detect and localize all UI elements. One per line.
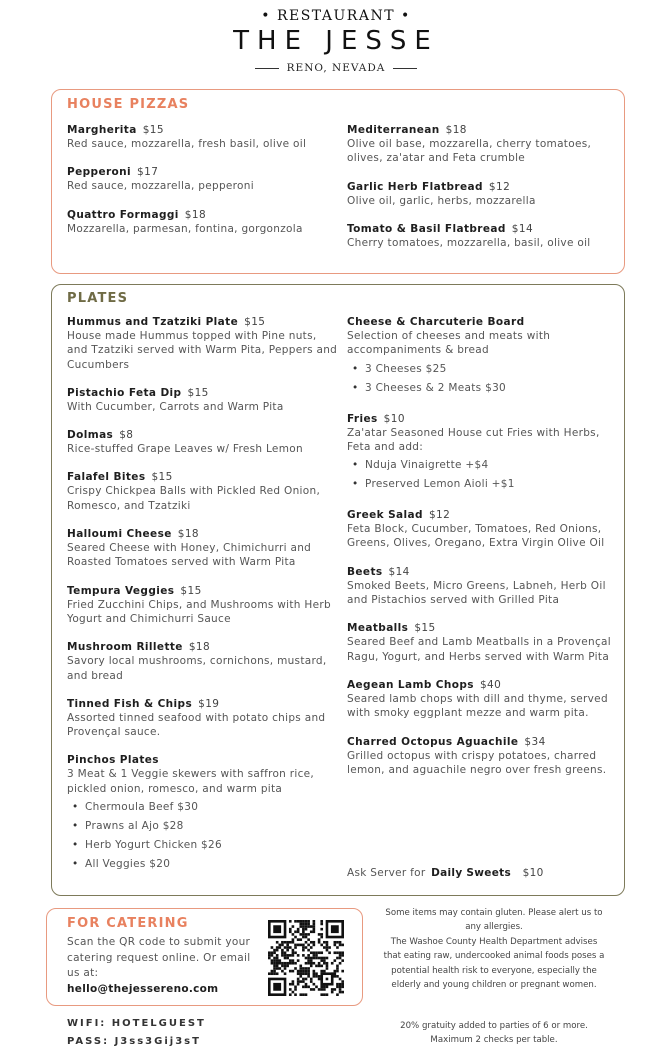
item-description: Cherry tomatoes, mozzarella, basil, olive oil (347, 236, 591, 249)
menu-item (67, 165, 339, 193)
item-description: With Cucumber, Carrots and Warm Pita (67, 400, 284, 413)
health-note: The Washoe County Health Department advises that eating raw, undercooked animal foods poses a potential health risk to everyone, especially the elderly and young children or pregnant women. (383, 937, 605, 990)
item-description: Seared Beef and Lamb Meatballs in a Provençal Ragu, Yogurt, and Herbs served with Warm Pita (347, 636, 611, 663)
item-name-line (347, 621, 619, 635)
menu-item (67, 315, 339, 372)
item-description: Red sauce, mozzarella, fresh basil, olive oil (67, 138, 307, 150)
catering-text: Scan the QR code to submit your catering request online. Or email us at: (67, 936, 251, 979)
restaurant-name: THE JESSE (233, 26, 439, 56)
menu-item (347, 123, 619, 166)
item-description: Grilled octopus with crispy potatoes, charred lemon, and aguachile negro over fresh greens. (347, 749, 607, 776)
menu-item (67, 208, 339, 236)
sweets-name: Daily Sweets (431, 867, 511, 879)
item-name: Pepperoni (67, 166, 132, 179)
location-text: RENO, NEVADA (286, 62, 386, 74)
item-option: • Prawns al Ajo $28 (67, 817, 339, 836)
item-name: Quattro Formaggi (67, 208, 179, 221)
menu-item (67, 123, 339, 151)
item-price: $15 (414, 622, 436, 635)
menu-item (347, 412, 619, 495)
divider (255, 68, 279, 69)
item-name: Charred Octopus Aguachile (347, 735, 519, 748)
item-name-line (347, 565, 619, 579)
item-price: $34 (524, 735, 546, 748)
item-name: Mushroom Rillette (67, 641, 183, 654)
item-description: Assorted tinned seafood with potato chips and Provençal sauce. (67, 711, 326, 739)
item-name-line (67, 697, 339, 711)
item-name: Greek Salad (347, 509, 423, 522)
menu-item (67, 697, 339, 740)
item-name: Pistachio Feta Dip (67, 386, 182, 399)
item-name-line (67, 208, 339, 222)
item-price: $14 (511, 222, 534, 235)
item-description: House made Hummus topped with Pine nuts, and Tzatziki served with Warm Pita, Peppers and Cucumbers (67, 330, 338, 371)
item-price: $15 (244, 316, 266, 328)
item-name-line (347, 315, 619, 329)
menu-item (67, 470, 339, 513)
catering-email-link[interactable]: hello@thejessereno.com (67, 983, 219, 995)
item-price: $18 (177, 528, 200, 541)
menu-item (347, 222, 619, 250)
sweets-price: $10 (522, 867, 544, 879)
item-name: Falafel Bites (67, 471, 146, 484)
menu-item (347, 180, 619, 208)
item-price: $18 (184, 208, 207, 221)
catering-title: FOR CATERING (67, 916, 189, 931)
item-name-line (67, 470, 339, 484)
item-name: Aegean Lamb Chops (347, 678, 474, 691)
item-name-line (347, 412, 619, 426)
item-description: 3 Meat & 1 Veggie skewers with saffron rice, pickled onion, romesco, and warm pita (67, 768, 315, 795)
item-name: Cheese & Charcuterie Board (347, 316, 525, 328)
item-price: $17 (137, 166, 159, 179)
item-name-line (67, 428, 339, 442)
menu-item (347, 735, 619, 778)
item-description: Savory local mushrooms, cornichons, mustard, and bread (67, 655, 327, 682)
item-name: Hummus and Tzatziki Plate (67, 316, 239, 328)
item-name: Margherita (67, 124, 137, 136)
menu-item (67, 386, 339, 414)
item-description: Crispy Chickpea Balls with Pickled Red Onion, Romesco, and Tzatziki (67, 485, 321, 512)
item-name-line (67, 123, 339, 137)
allergy-note: Some items may contain gluten. Please alert us to any allergies. (385, 908, 603, 933)
item-price: $10 (383, 412, 405, 425)
menu-item (67, 584, 339, 627)
item-name: Fries (347, 412, 378, 425)
item-option: • Chermoula Beef $30 (67, 798, 339, 817)
daily-sweets-line (347, 867, 544, 879)
restaurant-label: • RESTAURANT • (261, 8, 411, 24)
menu-item (67, 640, 339, 683)
sweets-prefix: Ask Server for (347, 867, 426, 879)
item-name: Meatballs (347, 622, 409, 635)
item-name: Pinchos Plates (67, 754, 159, 767)
item-name-line (67, 584, 339, 598)
item-options (67, 798, 339, 874)
item-name-line (347, 678, 619, 692)
item-price: $40 (479, 678, 502, 691)
item-name-line (347, 508, 619, 522)
item-name-line (67, 527, 339, 541)
item-description: Mozzarella, parmesan, fontina, gorgonzola (67, 222, 303, 235)
item-name: Mediterranean (347, 124, 440, 136)
item-description: Selection of cheeses and meats with accompaniments & bread (347, 330, 551, 357)
item-description: Red sauce, mozzarella, pepperoni (67, 180, 254, 193)
item-description: Za'atar Seasoned House cut Fries with Herbs, Feta and add: (347, 426, 600, 453)
item-price: $19 (198, 697, 220, 710)
menu-item (67, 527, 339, 570)
menu-item (347, 565, 619, 608)
item-name: Tomato & Basil Flatbread (347, 222, 506, 235)
item-name-line (67, 165, 339, 179)
item-description: Seared lamb chops with dill and thyme, served with smoky eggplant mezze and warm pita. (347, 692, 608, 720)
plates-column-right (347, 315, 619, 791)
item-option: • 3 Cheeses & 2 Meats $30 (347, 379, 619, 398)
item-name-line (67, 640, 339, 654)
pizza-column-right (347, 123, 619, 264)
item-name-line (347, 735, 619, 749)
qr-code-icon[interactable] (268, 920, 344, 996)
item-description: Fried Zucchini Chips, and Mushrooms with Herb Yogurt and Chimichurri Sauce (67, 598, 331, 625)
item-option: • Herb Yogurt Chicken $26 (67, 836, 339, 855)
item-name: Dolmas (67, 429, 114, 442)
item-price: $12 (488, 180, 511, 193)
menu-item (347, 315, 619, 398)
item-description: Feta Block, Cucumber, Tomatoes, Red Onions, Greens, Olives, Oregano, Extra Virgin Olive Oil (347, 523, 605, 550)
item-price: $15 (180, 584, 202, 597)
pizza-column-left (67, 123, 339, 250)
wifi-password: PASS: J3ss3Gij3sT (67, 1036, 201, 1047)
item-price: $18 (188, 641, 211, 654)
item-name: Garlic Herb Flatbread (347, 180, 483, 193)
plates-column-left (67, 315, 339, 888)
item-description: Smoked Beets, Micro Greens, Labneh, Herb Oil and Pistachios served with Grilled Pita (347, 579, 606, 607)
menu-item (67, 753, 339, 874)
menu-header (0, 8, 672, 74)
divider (393, 68, 417, 69)
item-name-line (347, 222, 619, 236)
item-price: $12 (428, 509, 451, 522)
item-option: • All Veggies $20 (67, 855, 339, 874)
item-description: Olive oil, garlic, herbs, mozzarella (347, 194, 536, 207)
menu-item (347, 508, 619, 551)
menu-item (67, 428, 339, 456)
item-option: • 3 Cheeses $25 (347, 360, 619, 379)
house-pizzas-title: HOUSE PIZZAS (67, 97, 190, 112)
item-name-line (67, 753, 339, 767)
wifi-network: WIFI: HOTELGUEST (67, 1018, 206, 1029)
item-description: Seared Cheese with Honey, Chimichurri and Roasted Tomatoes served with Warm Pita (67, 542, 312, 569)
item-options (347, 360, 619, 398)
item-description: Rice-stuffed Grape Leaves w/ Fresh Lemon (67, 443, 303, 456)
item-name-line (67, 386, 339, 400)
item-price: $15 (151, 471, 173, 484)
item-name: Tinned Fish & Chips (67, 697, 193, 710)
plates-title: PLATES (67, 291, 129, 306)
menu-item (347, 678, 619, 721)
item-price: $18 (445, 124, 467, 136)
item-name-line (347, 123, 619, 137)
gratuity-note: 20% gratuity added to parties of 6 or more. Maximum 2 checks per table. (400, 1021, 588, 1046)
item-options (347, 456, 619, 494)
location-line (0, 62, 672, 74)
item-name: Beets (347, 565, 383, 578)
item-name: Tempura Veggies (67, 584, 175, 597)
item-option: • Preserved Lemon Aioli +$1 (347, 475, 619, 494)
item-name-line (347, 180, 619, 194)
item-name: Halloumi Cheese (67, 528, 172, 541)
item-name-line (67, 315, 339, 329)
item-price: $8 (119, 429, 134, 442)
item-price: $15 (142, 124, 164, 136)
menu-item (347, 621, 619, 664)
item-option: • Nduja Vinaigrette +$4 (347, 456, 619, 475)
item-description: Olive oil base, mozzarella, cherry tomatoes, olives, za'atar and Feta crumble (347, 138, 592, 165)
item-price: $15 (187, 386, 209, 399)
item-price: $14 (388, 565, 410, 578)
